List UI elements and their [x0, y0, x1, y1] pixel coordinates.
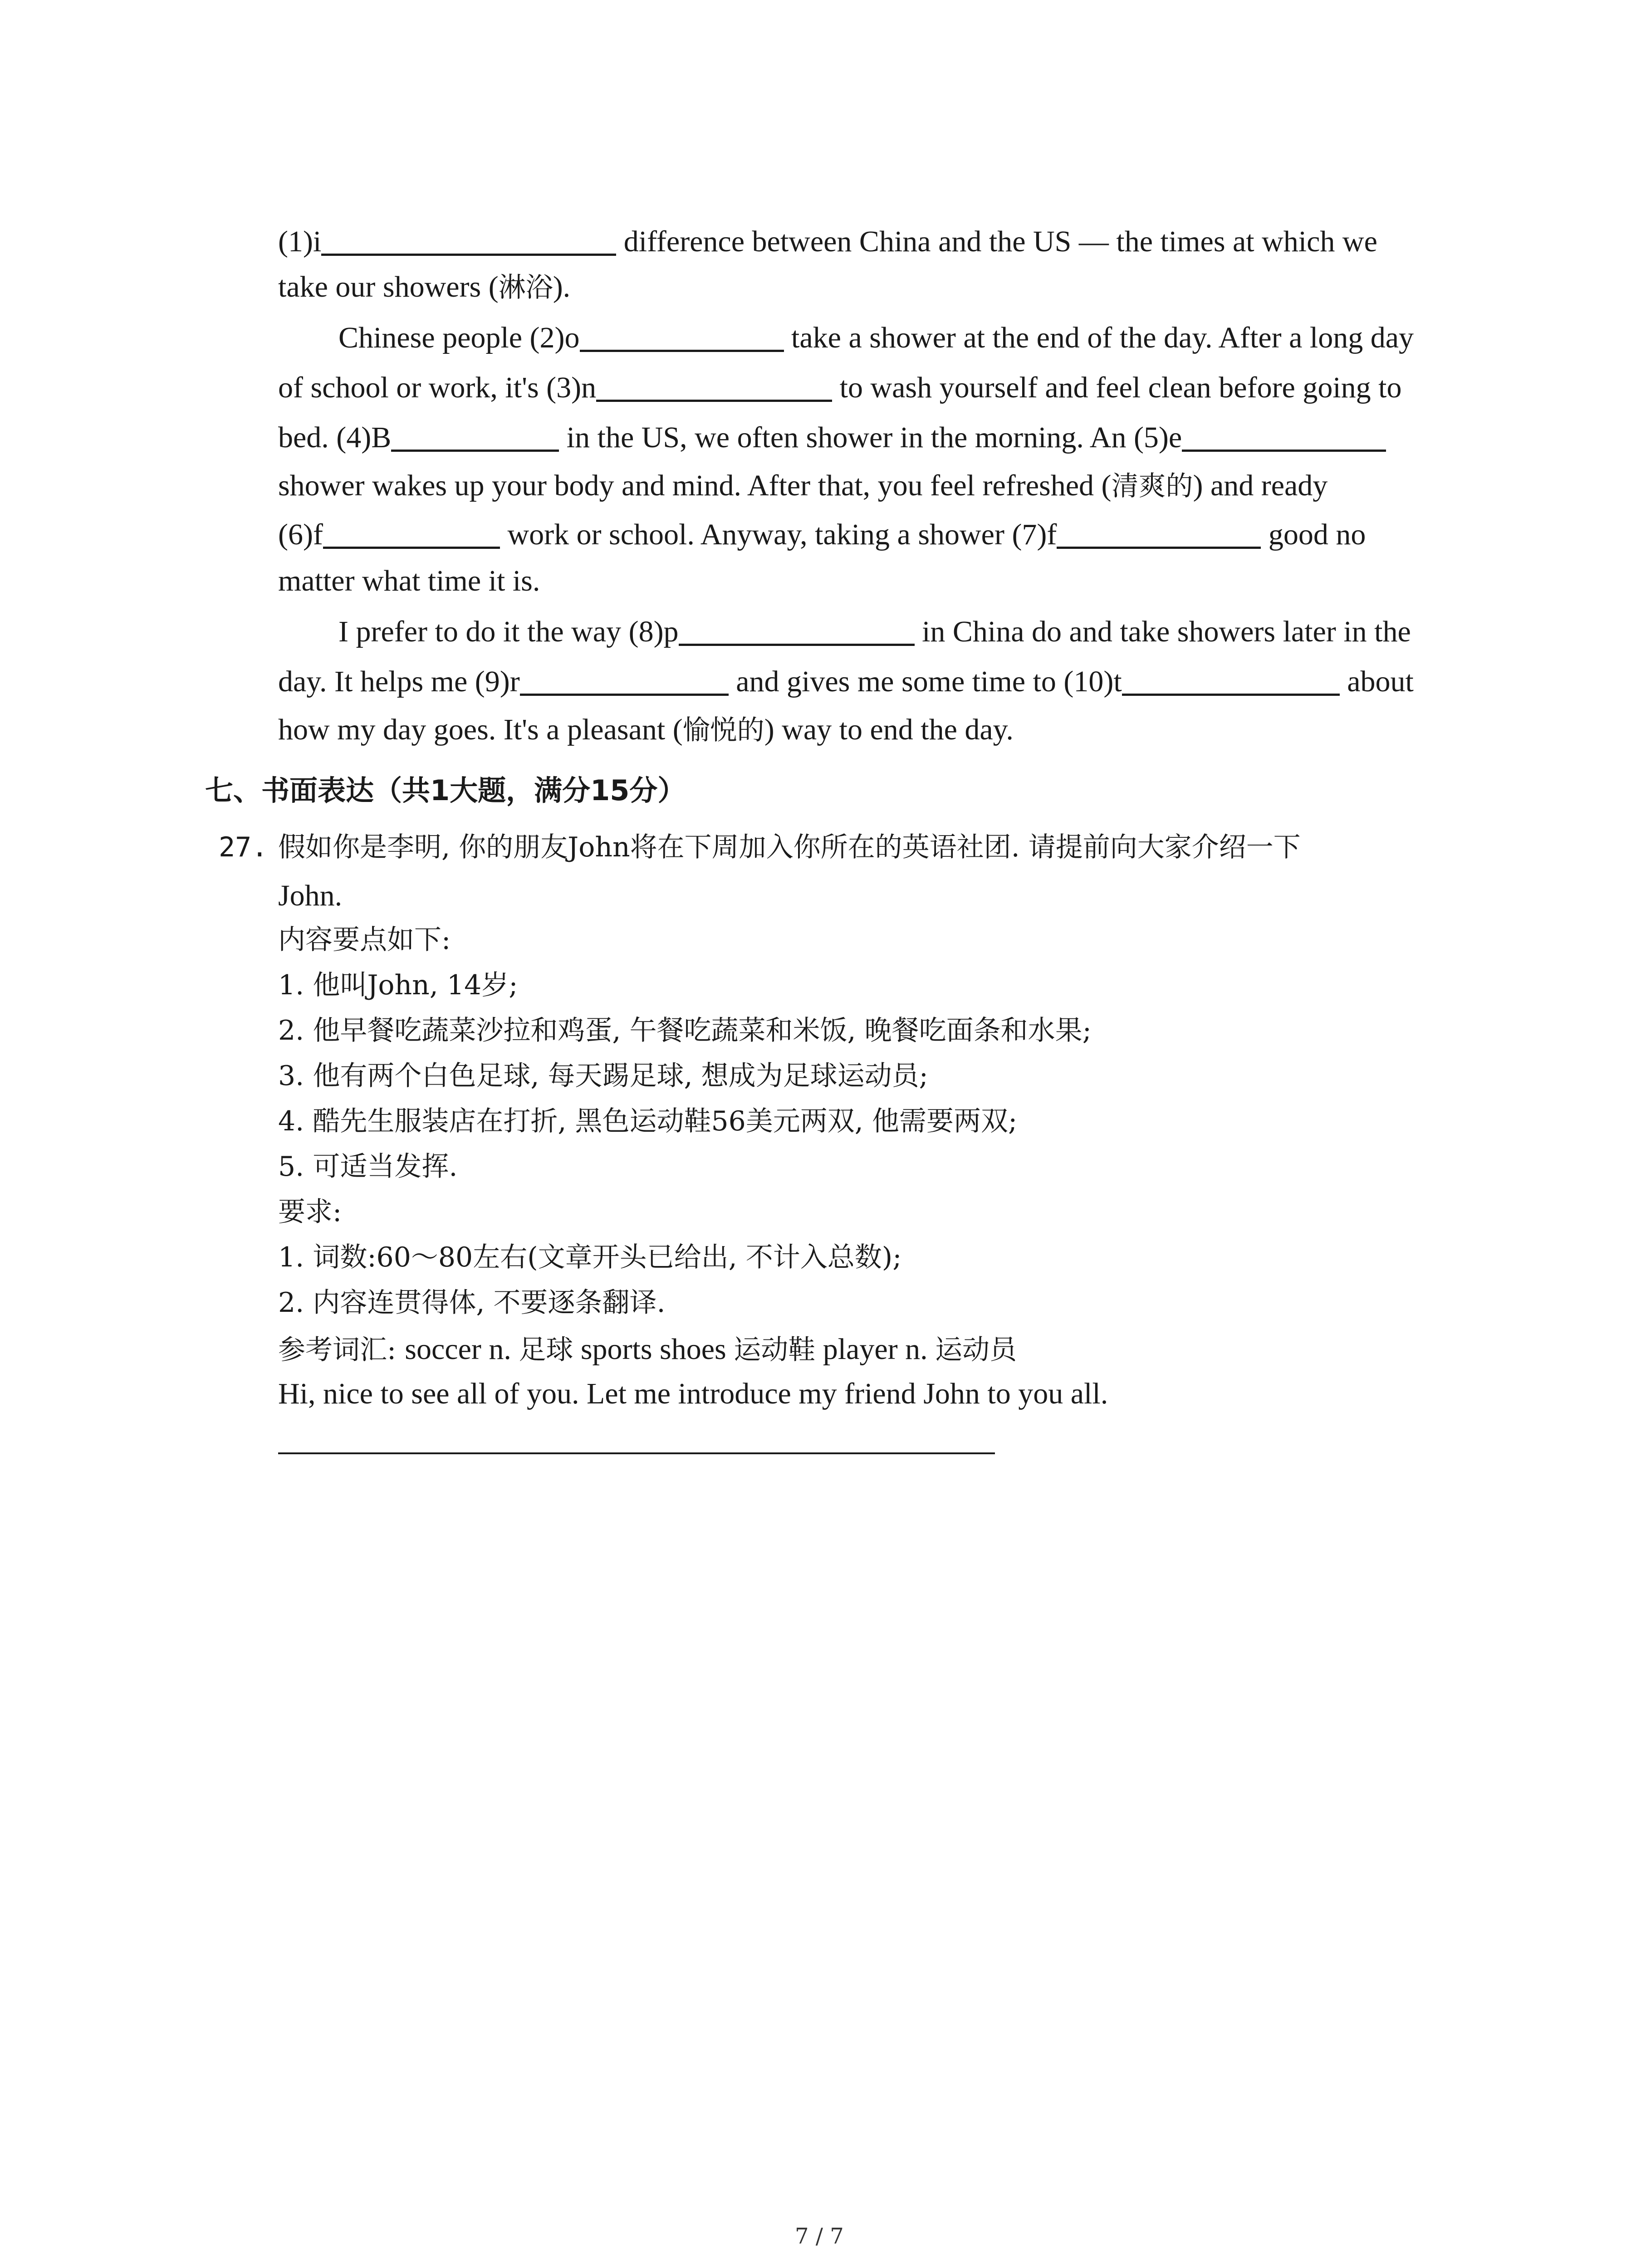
answer-blank-5[interactable]: [1182, 423, 1386, 452]
vocabulary-line: 参考词汇: soccer n. 足球 sports shoes 运动鞋 player n. 运动员: [278, 1333, 1017, 1366]
answer-blank-9[interactable]: [520, 667, 729, 696]
passage-line: bed. (4)B in the US, we often shower in the morning. An (5)e: [278, 423, 1386, 453]
answer-blank-10[interactable]: [1122, 667, 1340, 696]
content-point: 4. 酷先生服装店在打折, 黑色运动鞋56美元两双, 他需要两双;: [278, 1105, 1018, 1137]
requirements-title: 要求:: [278, 1196, 342, 1228]
points-title: 内容要点如下:: [278, 924, 451, 956]
passage-line: (6)f work or school. Anyway, taking a shower (7)f good no: [278, 518, 1366, 551]
answer-blank-8[interactable]: [679, 617, 915, 646]
page-number: 7 / 7: [795, 2224, 844, 2249]
answer-blank-1[interactable]: [321, 227, 616, 256]
content-point: 1. 他叫John, 14岁;: [278, 969, 518, 1001]
passage-line: of school or work, it's (3)n to wash yourself and feel clean before going to: [278, 371, 1402, 404]
answer-blank-6[interactable]: [323, 520, 500, 549]
passage-line: shower wakes up your body and mind. After that, you feel refreshed (清爽的) and ready: [278, 469, 1328, 502]
section-heading: 七、书面表达（共1大题，满分15分）: [205, 774, 686, 807]
essay-answer-line[interactable]: [278, 1452, 995, 1454]
passage-line: matter what time it is.: [278, 564, 540, 597]
content-point: 5. 可适当发挥.: [278, 1151, 458, 1183]
requirement: 1. 词数:60～80左右(文章开头已给出, 不计入总数);: [278, 1242, 902, 1273]
question-prompt-cont: John.: [278, 879, 343, 912]
question-number: 27.: [219, 831, 268, 863]
passage-line: (1)i difference between China and the US — the times at which we: [278, 225, 1377, 258]
passage-line: I prefer to do it the way (8)p in China do and take showers later in the: [338, 615, 1411, 648]
passage-line: Chinese people (2)o take a shower at the end of the day. After a long day: [338, 321, 1414, 354]
answer-blank-3[interactable]: [596, 373, 832, 402]
content-point: 3. 他有两个白色足球, 每天踢足球, 想成为足球运动员;: [278, 1060, 928, 1092]
passage-line: how my day goes. It's a pleasant (愉悦的) way to end the day.: [278, 713, 1014, 746]
passage-line: day. It helps me (9)r and gives me some time to (10)t about: [278, 665, 1414, 698]
passage-line: take our showers (淋浴).: [278, 270, 571, 303]
answer-blank-7[interactable]: [1057, 520, 1261, 549]
answer-blank-2[interactable]: [580, 323, 784, 352]
answer-blank-4[interactable]: [391, 423, 559, 452]
content-point: 2. 他早餐吃蔬菜沙拉和鸡蛋, 午餐吃蔬菜和米饭, 晚餐吃面条和水果;: [278, 1015, 1092, 1046]
question-prompt: 假如你是李明, 你的朋友John将在下周加入你所在的英语社团. 请提前向大家介绍一下: [278, 831, 1301, 863]
requirement: 2. 内容连贯得体, 不要逐条翻译.: [278, 1287, 666, 1319]
essay-opening: Hi, nice to see all of you. Let me introduce my friend John to you all.: [278, 1377, 1108, 1410]
